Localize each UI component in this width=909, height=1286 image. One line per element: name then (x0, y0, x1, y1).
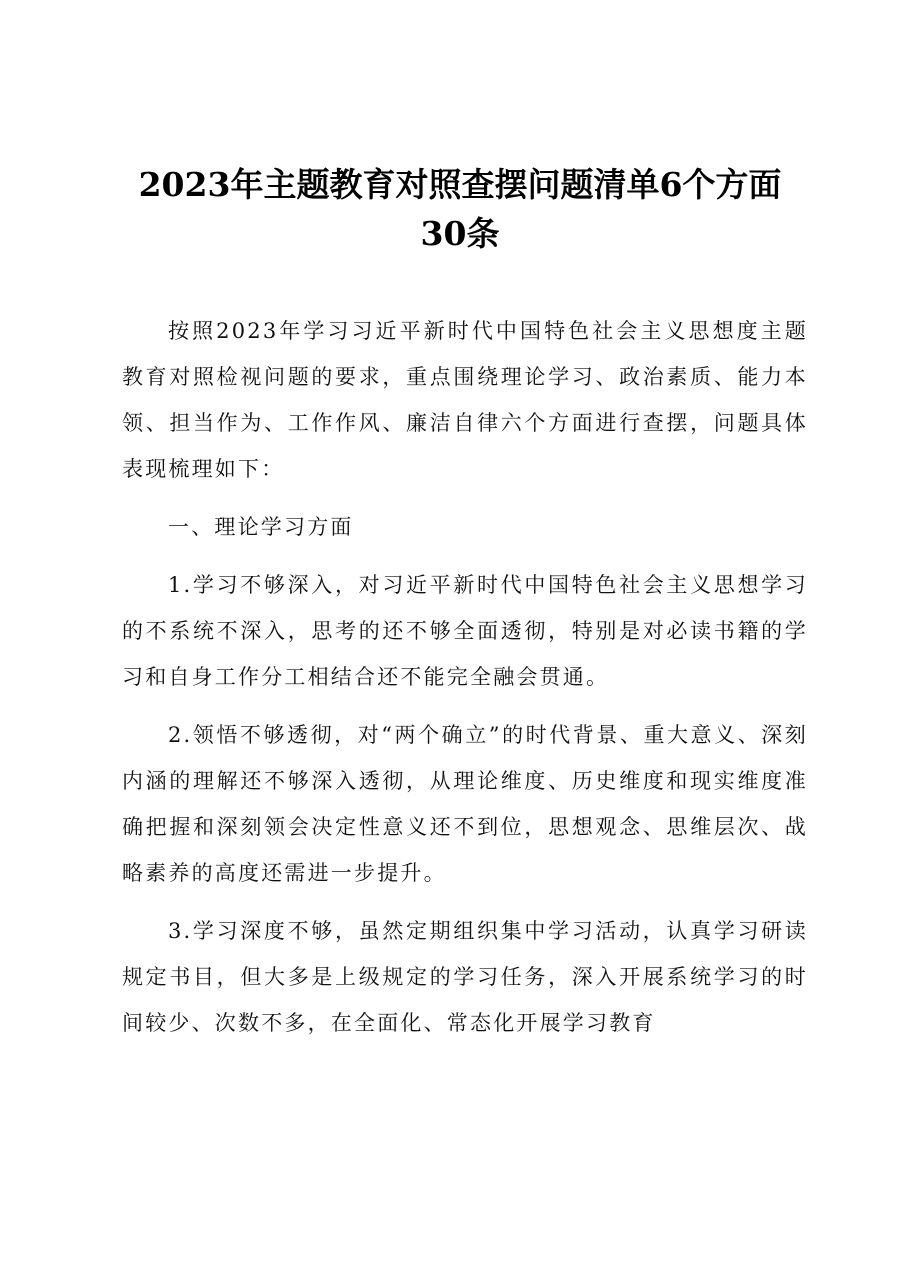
document-title (120, 160, 800, 258)
title-line-1: 2023年主题教育对照查摆问题清单6个方面 (138, 165, 782, 204)
document-body (122, 308, 808, 1058)
list-item-1: 1.学习不够深入，对习近平新时代中国特色社会主义思想学习的不系统不深入，思考的还不够全面透彻，特别是对必读书籍的学习和自身工作分工相结合还不能完全融会贯通。 (122, 573, 808, 689)
section-heading-theory-study: 一、理论学习方面 (168, 515, 354, 539)
list-item-3: 3.学习深度不够，虽然定期组织集中学习活动，认真学习研读规定书目，但大多是上级规定的学习任务，深入开展系统学习的时间较少、次数不多，在全面化、常态化开展学习教育 (122, 919, 808, 1035)
title-line-2: 30条 (420, 214, 500, 253)
intro-paragraph: 按照2023年学习习近平新时代中国特色社会主义思想度主题教育对照检视问题的要求，重点围绕理论学习、政治素质、能力本领、担当作为、工作作风、廉洁自律六个方面进行查摆，问题具体表现梳理如下： (122, 319, 808, 481)
list-item-2: 2.领悟不够透彻，对“两个确立”的时代背景、重大意义、深刻内涵的理解还不够深入透彻，从理论维度、历史维度和现实维度准确把握和深刻领会决定性意义还不到位，思想观念、思维层次、战略素养的高度还需进一步提升。 (122, 723, 808, 885)
